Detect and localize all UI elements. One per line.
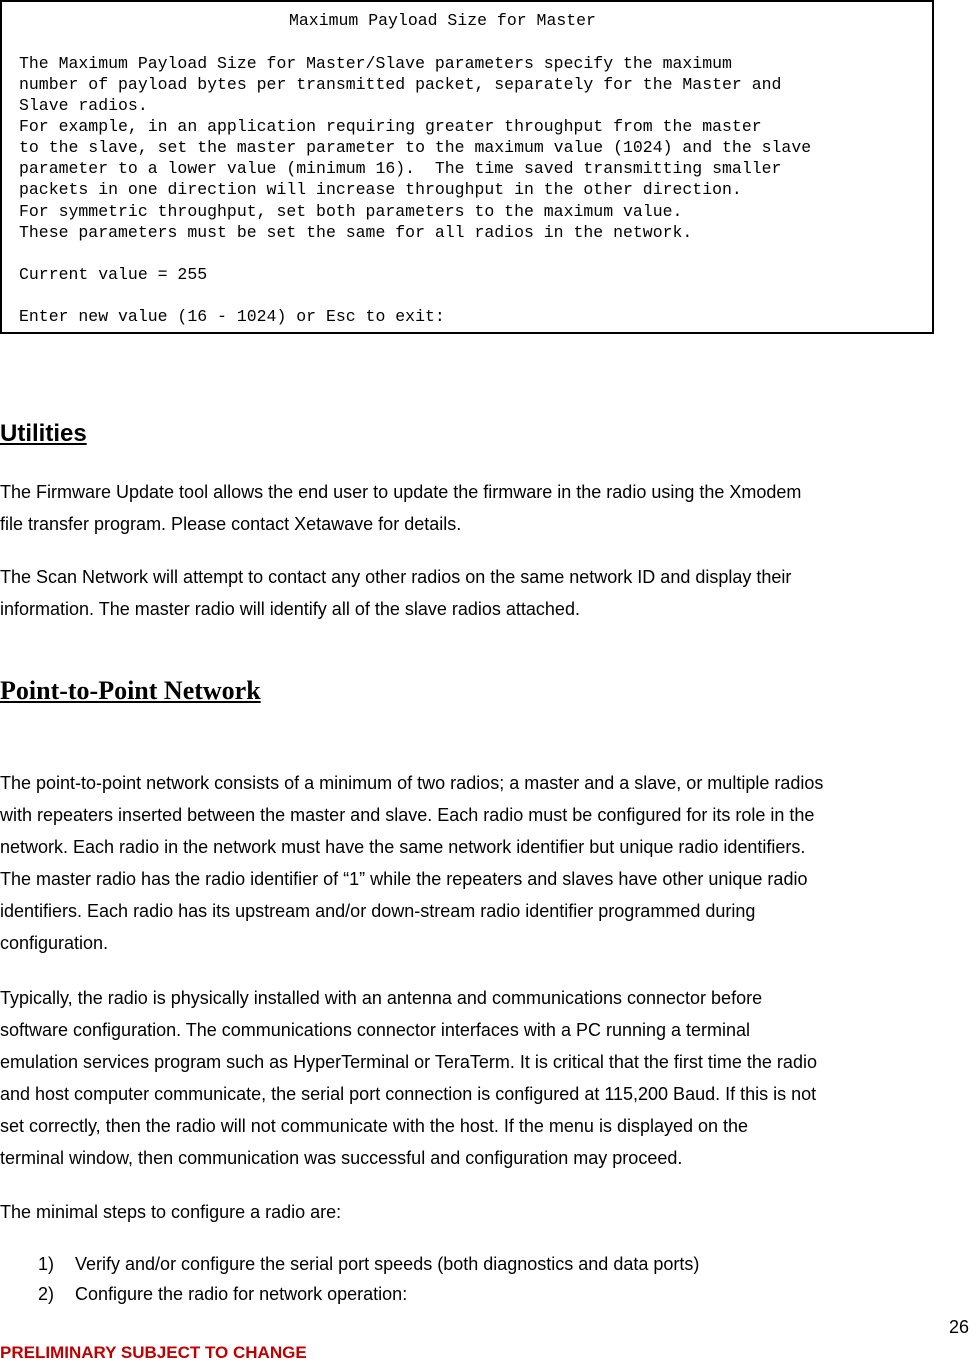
terminal-line: to the slave, set the master parameter to the maximum value (1024) and the slave <box>19 138 812 157</box>
p2p-installation-paragraph <box>0 982 974 1174</box>
terminal-prompt: Enter new value (16 - 1024) or Esc to exit: <box>19 307 445 326</box>
terminal-line: Slave radios. <box>19 96 148 115</box>
point-to-point-heading: Point-to-Point Network <box>0 676 261 705</box>
utilities-scan-paragraph <box>0 561 974 625</box>
terminal-line: For example, in an application requiring greater throughput from the master <box>19 117 762 136</box>
list-number: 1) <box>38 1254 55 1274</box>
terminal-line: For symmetric throughput, set both parameters to the maximum value. <box>19 202 683 221</box>
terminal-line: The Maximum Payload Size for Master/Slave parameters specify the maximum <box>19 54 732 73</box>
list-item <box>38 1281 407 1307</box>
paragraph-line: The Firmware Update tool allows the end user to update the firmware in the radio using the Xmodem <box>0 482 802 502</box>
paragraph-line: Typically, the radio is physically installed with an antenna and communications connector before <box>0 988 763 1008</box>
list-number: 2) <box>38 1284 55 1304</box>
utilities-heading: Utilities <box>0 420 87 447</box>
paragraph-line: file transfer program. Please contact Xetawave for details. <box>0 514 462 534</box>
terminal-line: These parameters must be set the same for all radios in the network. <box>19 223 693 242</box>
paragraph-line: configuration. <box>0 933 109 953</box>
paragraph-line: network. Each radio in the network must have the same network identifier but unique radio identifiers. <box>0 837 806 857</box>
paragraph-line: The point-to-point network consists of a minimum of two radios; a master and a slave, or multiple radios <box>0 773 824 793</box>
p2p-overview-paragraph <box>0 767 974 959</box>
paragraph-line: The master radio has the radio identifier of “1” while the repeaters and slaves have other unique radio <box>0 869 808 889</box>
page-number: 26 <box>948 1317 969 1337</box>
terminal-screen <box>0 0 934 334</box>
terminal-line: packets in one direction will increase throughput in the other direction. <box>19 180 742 199</box>
paragraph-line: terminal window, then communication was successful and configuration may proceed. <box>0 1148 683 1168</box>
paragraph-line: and host computer communicate, the serial port connection is configured at 115,200 Baud. If this is not <box>0 1084 817 1104</box>
paragraph-line: with repeaters inserted between the master and slave. Each radio must be configured for its role in the <box>0 805 815 825</box>
terminal-line: number of payload bytes per transmitted packet, separately for the Master and <box>19 75 782 94</box>
list-text: Verify and/or configure the serial port speeds (both diagnostics and data ports) <box>75 1254 700 1274</box>
paragraph-line: The Scan Network will attempt to contact any other radios on the same network ID and display their <box>0 567 792 587</box>
paragraph-line: emulation services program such as HyperTerminal or TeraTerm. It is critical that the first time the radio <box>0 1052 817 1072</box>
paragraph-line: software configuration. The communications connector interfaces with a PC running a terminal <box>0 1020 751 1040</box>
list-item <box>38 1251 699 1277</box>
terminal-current-value: Current value = 255 <box>19 265 208 284</box>
paragraph-line: information. The master radio will identify all of the slave radios attached. <box>0 599 580 619</box>
terminal-title: Maximum Payload Size for Master <box>289 11 596 30</box>
p2p-steps-intro: The minimal steps to configure a radio are: <box>0 1202 342 1222</box>
list-text: Configure the radio for network operation: <box>75 1284 408 1304</box>
preliminary-footer: PRELIMINARY SUBJECT TO CHANGE <box>0 1343 307 1362</box>
paragraph-line: identifiers. Each radio has its upstream and/or down-stream radio identifier programmed during <box>0 901 756 921</box>
utilities-firmware-paragraph <box>0 476 974 540</box>
paragraph-line: set correctly, then the radio will not communicate with the host. If the menu is displayed on the <box>0 1116 749 1136</box>
terminal-line: parameter to a lower value (minimum 16). The time saved transmitting smaller <box>19 159 782 178</box>
